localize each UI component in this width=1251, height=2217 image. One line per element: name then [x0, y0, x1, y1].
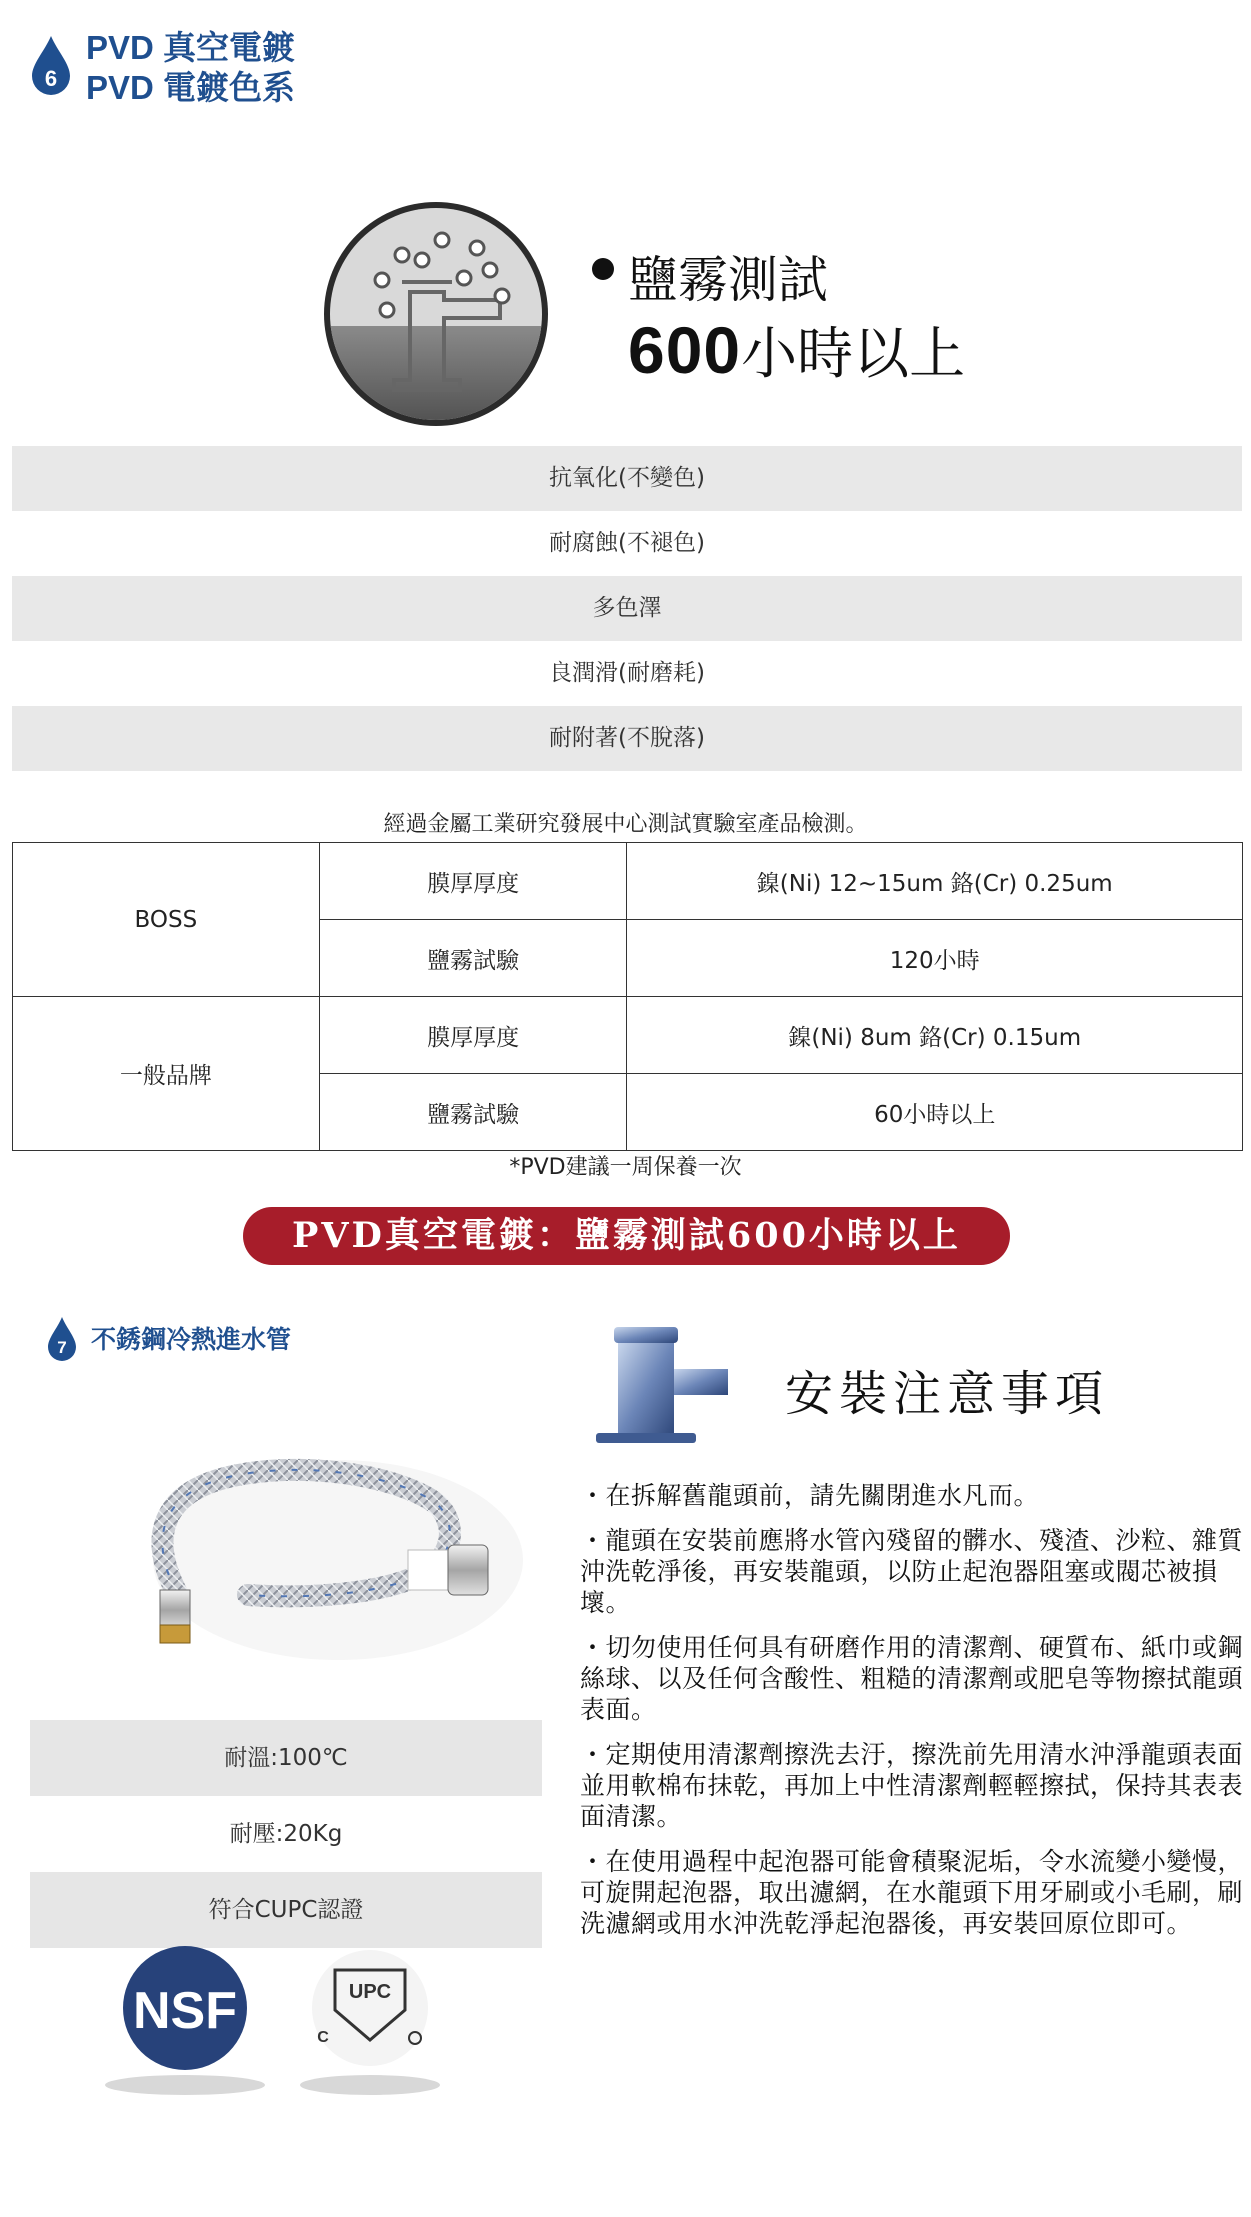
nsf-logo-text: NSF — [133, 1982, 237, 2040]
upc-c-mark: C — [317, 2029, 329, 2046]
feature-item: 良潤滑(耐磨耗) — [549, 660, 705, 686]
feature-item: 耐腐蝕(不褪色) — [549, 530, 705, 556]
installation-note: ・定期使用清潔劑擦洗去汙，擦洗前先用清水沖淨龍頭表面並用軟棉布抹乾，再加上中性清潔劑輕輕擦拭，保持其表表面清潔。 — [580, 1740, 1244, 1831]
spec-label-cell: 鹽霧試驗 — [319, 920, 627, 997]
salt-spray-value — [628, 310, 965, 390]
installation-note: ・切勿使用任何具有研磨作用的清潔劑、硬質布、紙巾或鋼絲球、以及任何含酸性、粗糙的清潔劑或肥皂等物擦拭龍頭表面。 — [580, 1633, 1244, 1724]
faucet-icon — [588, 1325, 738, 1445]
table-row — [13, 997, 1243, 1074]
section-title — [86, 28, 295, 108]
feature-item: 多色澤 — [12, 576, 1242, 641]
hose-spec-item: 符合CUPC認證 — [30, 1872, 542, 1948]
upc-logo-text: UPC — [348, 1981, 392, 2003]
salt-spray-suffix: 小時以上 — [741, 322, 966, 387]
braided-hose-image — [108, 1420, 528, 1670]
feature-item: 抗氧化(不變色) — [12, 446, 1242, 511]
section-number: 7 — [57, 1338, 67, 1357]
hose-spec-item: 耐溫:100℃ — [30, 1720, 542, 1796]
spec-value-cell: 120小時 — [627, 920, 1243, 997]
upc-logo — [295, 1940, 445, 2100]
hose-spec-item: 耐壓:20Kg — [229, 1821, 343, 1847]
nsf-logo — [100, 1940, 270, 2100]
installation-notes — [580, 1480, 1245, 1953]
section-title: 不銹鋼冷熱進水管 — [91, 1325, 292, 1354]
salt-spray-hours: 600 — [628, 313, 742, 387]
test-note: 經過金屬工業研究發展中心測試實驗室產品檢測。 — [383, 812, 868, 837]
section-number: 6 — [44, 66, 58, 91]
bullet-dot — [592, 258, 614, 280]
installation-note: ・在拆解舊龍頭前，請先關閉進水凡而。 — [580, 1481, 1040, 1510]
feature-item: 耐附著(不脫落) — [12, 706, 1242, 771]
salt-spray-label: 鹽霧測試 — [628, 251, 828, 309]
feature-list — [12, 446, 1242, 771]
spec-table — [12, 842, 1243, 1151]
brand-cell: 一般品牌 — [13, 997, 320, 1151]
spec-value-cell: 鎳(Ni) 8um 鉻(Cr) 0.15um — [627, 997, 1243, 1074]
spec-value-cell: 鎳(Ni) 12~15um 鉻(Cr) 0.25um — [627, 843, 1243, 920]
spec-label-cell: 膜厚厚度 — [319, 997, 627, 1074]
section-title-line1: PVD 真空電鍍 — [86, 29, 296, 66]
maintenance-note: *PVD建議一周保養一次 — [509, 1155, 742, 1180]
promo-banner: PVD真空電鍍：鹽霧測試600小時以上 — [243, 1207, 1010, 1265]
installation-title: 安裝注意事項 — [785, 1366, 1110, 1422]
brand-cell: BOSS — [13, 843, 320, 997]
installation-note: ・龍頭在安裝前應將水管內殘留的髒水、殘渣、沙粒、雜質沖洗乾淨後，再安裝龍頭，以防止起泡器阻塞或閥芯被損壞。 — [580, 1526, 1244, 1617]
hose-spec-list — [30, 1720, 542, 1948]
spec-label-cell: 膜厚厚度 — [319, 843, 627, 920]
table-row — [13, 843, 1243, 920]
section-title-line2: PVD 電鍍色系 — [86, 69, 296, 106]
installation-note: ・在使用過程中起泡器可能會積聚泥垢，令水流變小變慢，可旋開起泡器，取出濾網，在水龍頭下用牙刷或小毛刷，刷洗濾網或用水沖洗乾淨起泡器後，再安裝回原位即可。 — [580, 1847, 1244, 1938]
spec-value-cell: 60小時以上 — [627, 1074, 1243, 1151]
salt-spray-faucet-icon — [322, 200, 550, 428]
spec-label-cell: 鹽霧試驗 — [319, 1074, 627, 1151]
